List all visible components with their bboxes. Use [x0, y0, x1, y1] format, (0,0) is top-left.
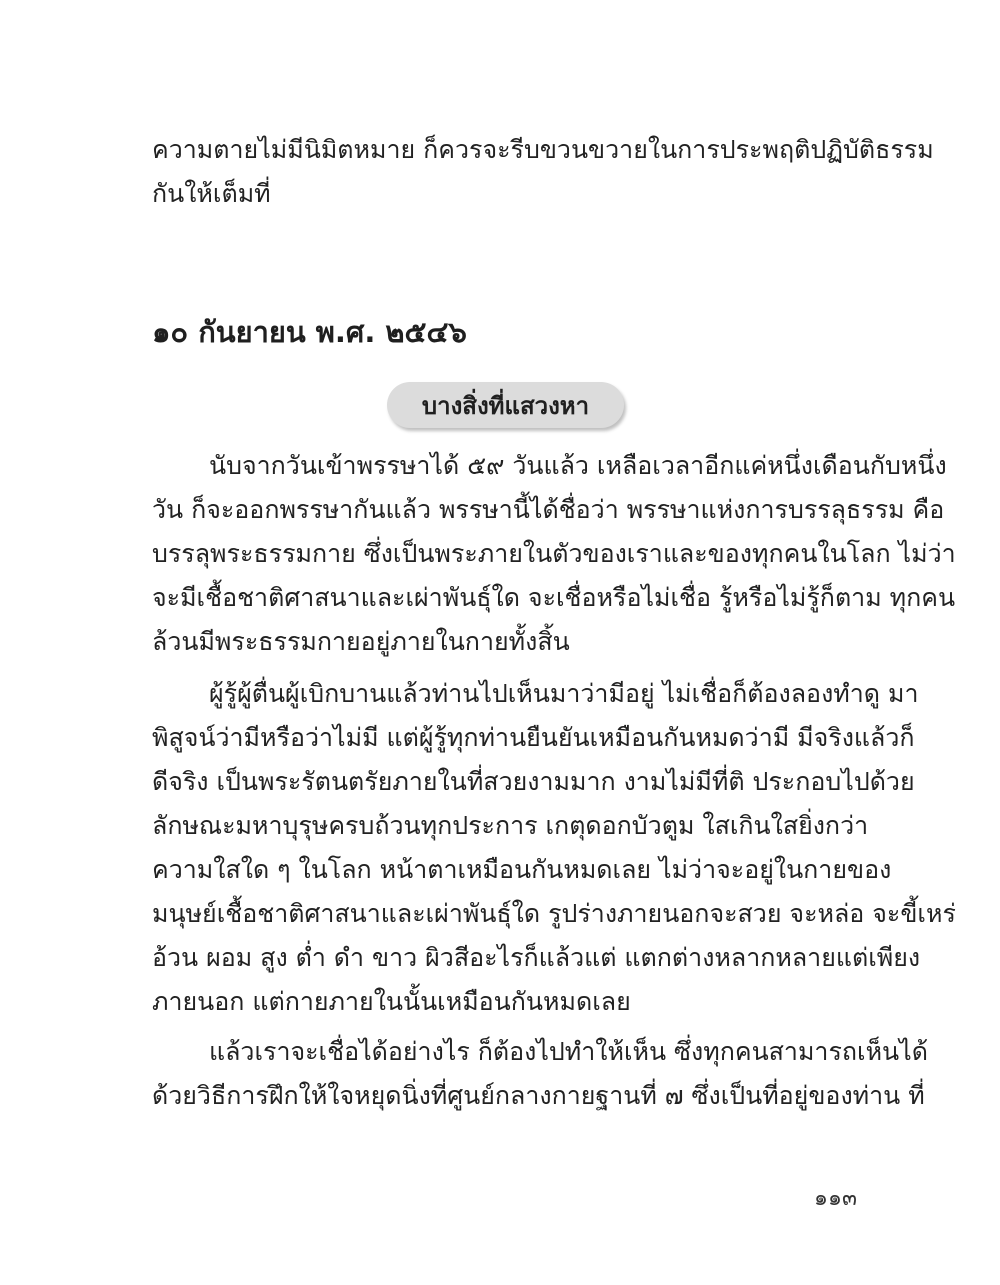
text-line: ล้วนมีพระธรรมกายอยู่ภายในกายทั้งสิ้น	[152, 627, 570, 656]
date-heading: ๑๐ กันยายน พ.ศ. ๒๕๔๖	[152, 315, 467, 349]
text-line: ความตายไม่มีนิมิตหมาย ก็ควรจะรีบขวนขวายในการประพฤติปฏิบัติธรรม	[152, 135, 934, 164]
intro-paragraph	[152, 128, 934, 216]
text-line: พิสูจน์ว่ามีหรือว่าไม่มี แต่ผู้รู้ทุกท่านยืนยันเหมือนกันหมดว่ามี มีจริงแล้วก็	[152, 723, 915, 752]
text-line: ลักษณะมหาบุรุษครบถ้วนทุกประการ เกตุดอกบัวตูม ใสเกินใสยิ่งกว่า	[152, 811, 869, 840]
paragraph-3	[152, 1030, 928, 1118]
text-line: ดีจริง เป็นพระรัตนตรัยภายในที่สวยงามมาก งามไม่มีที่ติ ประกอบไปด้วย	[152, 767, 915, 796]
text-line: กันให้เต็มที่	[152, 179, 271, 208]
text-line: บรรลุพระธรรมกาย ซึ่งเป็นพระภายในตัวของเราและของทุกคนในโลก ไม่ว่า	[152, 539, 956, 568]
text-line: ภายนอก แต่กายภายในนั้นเหมือนกันหมดเลย	[152, 987, 631, 1016]
page-number: ๑๑๓	[814, 1186, 857, 1211]
text-line: วัน ก็จะออกพรรษากันแล้ว พรรษานี้ได้ชื่อว่า พรรษาแห่งการบรรลุธรรม คือ	[152, 495, 945, 524]
text-line: อ้วน ผอม สูง ต่ำ ดำ ขาว ผิวสีอะไรก็แล้วแต่ แตกต่างหลากหลายแต่เพียง	[152, 943, 921, 972]
text-line: ด้วยวิธีการฝึกให้ใจหยุดนิ่งที่ศูนย์กลางกายฐานที่ ๗ ซึ่งเป็นที่อยู่ของท่าน ที่	[152, 1081, 925, 1110]
text-line: ความใสใด ๆ ในโลก หน้าตาเหมือนกันหมดเลย ไม่ว่าจะอยู่ในกายของ	[152, 855, 892, 884]
text-line: ผู้รู้ผู้ตื่นผู้เบิกบานแล้วท่านไปเห็นมาว่ามีอยู่ ไม่เชื่อก็ต้องลองทำดู มา	[209, 679, 919, 708]
text-line: จะมีเชื้อชาติศาสนาและเผ่าพันธุ์ใด จะเชื่อหรือไม่เชื่อ รู้หรือไม่รู้ก็ตาม ทุกคน	[152, 583, 956, 612]
text-line: แล้วเราจะเชื่อได้อย่างไร ก็ต้องไปทำให้เห็น ซึ่งทุกคนสามารถเห็นได้	[209, 1037, 928, 1066]
text-line: นับจากวันเข้าพรรษาได้ ๕๙ วันแล้ว เหลือเวลาอีกแค่หนึ่งเดือนกับหนึ่ง	[209, 451, 947, 480]
section-title: บางสิ่งที่แสวงหา	[387, 382, 624, 428]
paragraph-1	[152, 444, 956, 664]
text-line: มนุษย์เชื้อชาติศาสนาและเผ่าพันธุ์ใด รูปร่างภายนอกจะสวย จะหล่อ จะขี้เหร่	[152, 899, 956, 928]
paragraph-2	[152, 672, 956, 1024]
